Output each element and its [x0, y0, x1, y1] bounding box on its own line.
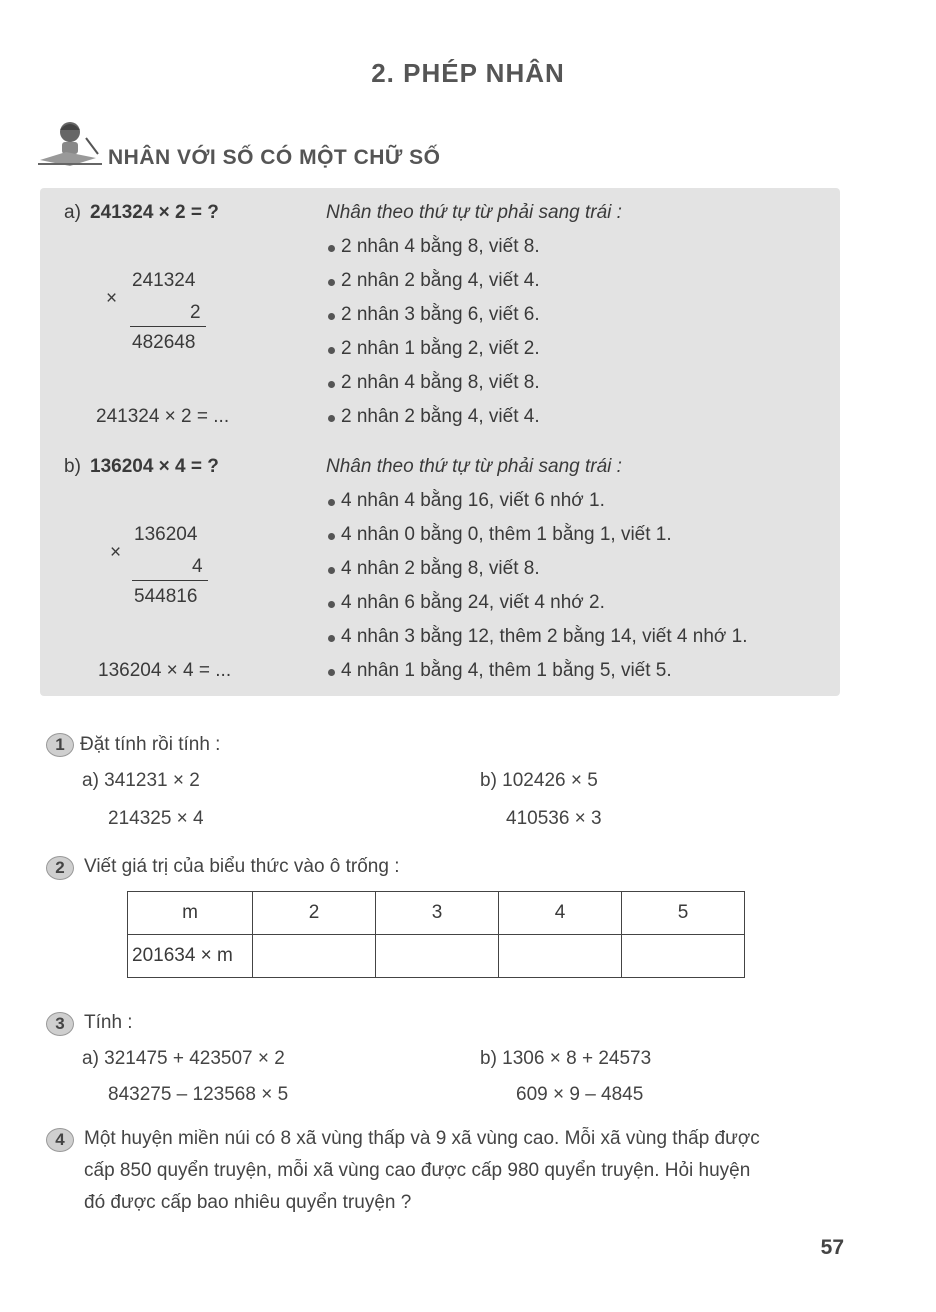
exercise-4-line: đó được cấp bao nhiêu quyển truyện ? — [84, 1192, 412, 1213]
answer-cell[interactable] — [499, 935, 622, 978]
exercise-3-a-line1: a) 321475 + 423507 × 2 — [82, 1048, 285, 1069]
exercise-3-badge: 3 — [46, 1012, 74, 1036]
example-b-step: 4 nhân 4 bằng 16, viết 6 nhớ 1. — [328, 490, 605, 512]
bullet-icon — [328, 669, 335, 676]
example-a-step: 2 nhân 1 bằng 2, viết 2. — [328, 338, 540, 360]
example-b-instruction: Nhân theo thứ tự từ phải sang trái : — [326, 456, 622, 477]
table-cell: 5 — [622, 892, 745, 935]
exercise-3-b-line2: 609 × 9 – 4845 — [516, 1084, 644, 1105]
bullet-icon — [328, 415, 335, 422]
bullet-icon — [328, 499, 335, 506]
example-a-result-line: 241324 × 2 = ... — [96, 406, 230, 427]
exercise-1-prompt: Đặt tính rồi tính : — [80, 734, 221, 755]
exercise-1-b-line2: 410536 × 3 — [506, 808, 602, 829]
bullet-icon — [328, 601, 335, 608]
answer-cell[interactable] — [622, 935, 745, 978]
example-a-multiplier: 2 — [190, 302, 201, 323]
exercise-1-a-line1: a) 341231 × 2 — [82, 770, 200, 791]
exercise-4-line: Một huyện miền núi có 8 xã vùng thấp và 9 xã vùng cao. Mỗi xã vùng thấp được — [84, 1128, 760, 1149]
example-a-step: 2 nhân 4 bằng 8, viết 8. — [328, 372, 540, 394]
table-row — [128, 892, 745, 935]
page-title: 2. PHÉP NHÂN — [371, 58, 565, 88]
example-b-step: 4 nhân 6 bằng 24, viết 4 nhớ 2. — [328, 592, 605, 614]
example-b-rule — [132, 580, 208, 581]
example-a-step: 2 nhân 2 bằng 4, viết 4. — [328, 406, 540, 428]
section-title: NHÂN VỚI SỐ CÓ MỘT CHỮ SỐ — [108, 146, 441, 169]
example-a-instruction: Nhân theo thứ tự từ phải sang trái : — [326, 202, 622, 223]
bullet-icon — [328, 635, 335, 642]
example-a-step: 2 nhân 4 bằng 8, viết 8. — [328, 236, 540, 258]
bullet-icon — [328, 279, 335, 286]
exercise-3-prompt: Tính : — [84, 1012, 133, 1033]
exercise-2-prompt: Viết giá trị của biểu thức vào ô trống : — [84, 856, 400, 877]
table-row — [128, 935, 745, 978]
exercise-2-badge: 2 — [46, 856, 74, 880]
exercise-3-b-line1: b) 1306 × 8 + 24573 — [480, 1048, 652, 1069]
example-a-problem: 241324 × 2 = ? — [90, 202, 219, 223]
bullet-icon — [328, 313, 335, 320]
answer-cell[interactable] — [253, 935, 376, 978]
exercise-4-line: cấp 850 quyển truyện, mỗi xã vùng cao được cấp 980 quyển truyện. Hỏi huyện — [84, 1160, 751, 1181]
exercise-1-a-line2: 214325 × 4 — [108, 808, 204, 829]
answer-cell[interactable] — [376, 935, 499, 978]
example-b-step: 4 nhân 0 bằng 0, thêm 1 bằng 1, viết 1. — [328, 524, 672, 546]
table-row-label: 201634 × m — [128, 935, 253, 978]
exercise-2-table — [127, 891, 745, 978]
example-a-multiplicand: 241324 — [132, 270, 196, 291]
table-cell: 4 — [499, 892, 622, 935]
bullet-icon — [328, 533, 335, 540]
exercise-1-b-line1: b) 102426 × 5 — [480, 770, 598, 791]
exercise-1-badge: 1 — [46, 733, 74, 757]
bullet-icon — [328, 347, 335, 354]
example-a-product: 482648 — [132, 332, 196, 353]
example-b-multiplicand: 136204 — [134, 524, 198, 545]
example-a-step: 2 nhân 3 bằng 6, viết 6. — [328, 304, 540, 326]
example-b-prefix: b) — [64, 456, 81, 477]
table-cell: m — [128, 892, 253, 935]
example-b-step: 4 nhân 2 bằng 8, viết 8. — [328, 558, 540, 580]
example-b-times-sign: × — [110, 542, 122, 563]
example-b-multiplier: 4 — [192, 556, 203, 577]
table-cell: 3 — [376, 892, 499, 935]
example-b-step: 4 nhân 3 bằng 12, thêm 2 bằng 14, viết 4 nhớ 1. — [328, 626, 748, 648]
example-a-times-sign: × — [106, 288, 118, 309]
page-number: 57 — [820, 1236, 844, 1259]
exercise-3-a-line2: 843275 – 123568 × 5 — [108, 1084, 289, 1105]
example-box — [40, 188, 840, 696]
exercise-4-badge: 4 — [46, 1128, 74, 1152]
example-b-problem: 136204 × 4 = ? — [90, 456, 219, 477]
bullet-icon — [328, 381, 335, 388]
example-a-step: 2 nhân 2 bằng 4, viết 4. — [328, 270, 540, 292]
example-b-result-line: 136204 × 4 = ... — [98, 660, 232, 681]
example-a-prefix: a) — [64, 202, 81, 223]
example-a-rule — [130, 326, 206, 327]
table-cell: 2 — [253, 892, 376, 935]
example-b-step: 4 nhân 1 bằng 4, thêm 1 bằng 5, viết 5. — [328, 660, 672, 682]
student-reading-icon — [36, 118, 104, 168]
bullet-icon — [328, 567, 335, 574]
bullet-icon — [328, 245, 335, 252]
example-b-product: 544816 — [134, 586, 198, 607]
